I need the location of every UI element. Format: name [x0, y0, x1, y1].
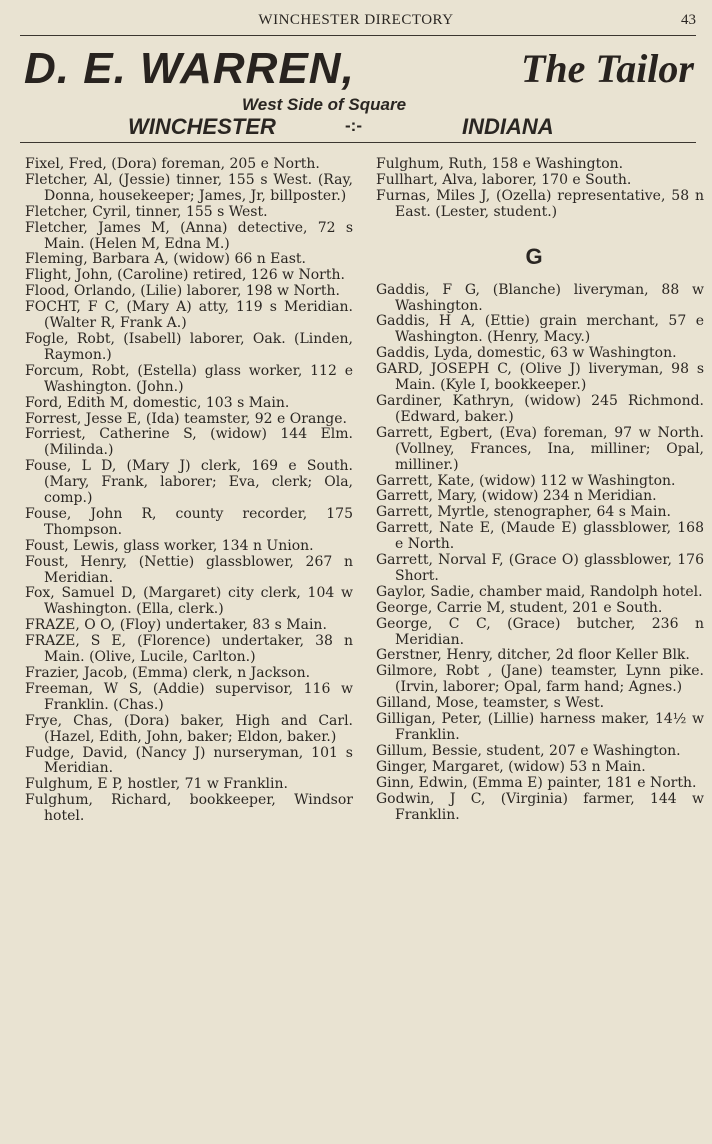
directory-entry: Gaylor, Sadie, chamber maid, Randolph hotel.	[376, 583, 703, 600]
banner-separator: -:-	[345, 116, 362, 135]
directory-entry: Ginn, Edwin, (Emma E) painter, 181 e North.	[376, 774, 697, 791]
directory-entry: Flood, Orlando, (Lilie) laborer, 198 w North.	[25, 283, 340, 300]
directory-entry: Forcum, Robt, (Estella) glass worker, 112 e Washington. (John.)	[25, 362, 353, 395]
directory-entry: FRAZE, S E, (Florence) undertaker, 38 n Main. (Olive, Lucile, Carlton.)	[25, 633, 353, 666]
directory-entry: Gillum, Bessie, student, 207 e Washington.	[376, 742, 681, 759]
directory-entry: Fletcher, James M, (Anna) detective, 72 s Main. (Helen M, Edna M.)	[25, 219, 353, 252]
banner-trade: The Tailor	[521, 46, 694, 91]
directory-entry: Garrett, Egbert, (Eva) foreman, 97 w North. (Vollney, Frances, Ina, milliner; Opal, milliner.)	[376, 424, 704, 473]
directory-entry: Forriest, Catherine S, (widow) 144 Elm. (Milinda.)	[25, 426, 353, 459]
banner-state: INDIANA	[462, 114, 554, 139]
directory-entry: Garrett, Myrtle, stenographer, 64 s Main.	[376, 504, 671, 521]
directory-entry: Gaddis, F G, (Blanche) liveryman, 88 w Washington.	[376, 281, 704, 314]
left-column	[13, 157, 353, 825]
directory-entry: Garrett, Kate, (widow) 112 w Washington.	[376, 472, 676, 489]
banner-rule	[20, 142, 696, 143]
directory-entry: Foust, Henry, (Nettie) glassblower, 267 n Meridian.	[25, 553, 353, 586]
section-letter-heading: G	[525, 243, 543, 269]
banner-location: West Side of Square	[242, 95, 407, 114]
running-title: WINCHESTER DIRECTORY	[258, 12, 454, 28]
top-rule	[20, 35, 696, 36]
directory-entry: Flight, John, (Caroline) retired, 126 w North.	[25, 267, 345, 284]
directory-entry: Frye, Chas, (Dora) baker, High and Carl. (Hazel, Edith, John, baker; Eldon, baker.)	[25, 712, 353, 745]
directory-entry: Gilmore, Robt , (Jane) teamster, Lynn pike. (Irvin, laborer; Opal, farm hand; Agnes.)	[376, 663, 704, 696]
directory-entry: Fixel, Fred, (Dora) foreman, 205 e North.	[25, 156, 320, 172]
directory-entry: FOCHT, F C, (Mary A) atty, 119 s Meridian. (Walter R, Frank A.)	[25, 299, 353, 332]
directory-entry: Ginger, Margaret, (widow) 53 n Main.	[376, 758, 646, 775]
directory-entry: Garrett, Norval F, (Grace O) glassblower, 176 Short.	[376, 552, 704, 584]
directory-entry: Fulghum, Richard, bookkeeper, Windsor hotel.	[25, 792, 353, 825]
directory-entry: Gaddis, Lyda, domestic, 63 w Washington.	[376, 345, 677, 362]
directory-entry: Gardiner, Kathryn, (widow) 245 Richmond. (Edward, baker.)	[376, 392, 704, 425]
directory-entry: Fouse, John R, county recorder, 175 Thompson.	[25, 505, 353, 538]
page-number: 43	[681, 12, 696, 28]
directory-entry: Fletcher, Cyril, tinner, 155 s West.	[25, 203, 268, 220]
directory-entry: Garrett, Nate E, (Maude E) glassblower, 168 e North.	[376, 520, 704, 553]
directory-entry: Fogle, Robt, (Isabell) laborer, Oak. (Linden, Raymon.)	[25, 330, 353, 363]
directory-entry: FRAZE, O O, (Floy) undertaker, 83 s Main.	[25, 617, 327, 634]
directory-entry: Fox, Samuel D, (Margaret) city clerk, 104 w Washington. (Ella, clerk.)	[25, 585, 353, 618]
directory-entry: Ford, Edith M, domestic, 103 s Main.	[25, 394, 290, 411]
directory-entry: Fudge, David, (Nancy J) nurseryman, 101 s Meridian.	[25, 744, 353, 777]
directory-entry: Furnas, Miles J, (Ozella) representative, 58 n East. (Lester, student.)	[376, 187, 704, 220]
directory-entry: Fletcher, Al, (Jessie) tinner, 155 s West. (Ray, Donna, housekeeper; James, Jr, billposter.)	[25, 171, 353, 204]
directory-entry: Fulghum, E P, hostler, 71 w Franklin.	[25, 776, 288, 793]
directory-entry: Foust, Lewis, glass worker, 134 n Union.	[25, 537, 314, 554]
directory-entry: Gilligan, Peter, (Lillie) harness maker, 14½ w Franklin.	[376, 711, 704, 743]
directory-entry: Gaddis, H A, (Ettie) grain merchant, 57 e Washington. (Henry, Macy.)	[376, 313, 704, 346]
directory-entry: George, C C, (Grace) butcher, 236 n Meridian.	[376, 615, 704, 648]
right-column	[364, 157, 704, 823]
directory-entry: Freeman, W S, (Addie) supervisor, 116 w Franklin. (Chas.)	[25, 680, 353, 713]
directory-entry: Godwin, J C, (Virginia) farmer, 144 w Franklin.	[376, 790, 704, 823]
directory-entry: Garrett, Mary, (widow) 234 n Meridian.	[376, 488, 657, 505]
directory-entry: Fullhart, Alva, laborer, 170 e South.	[376, 171, 632, 188]
directory-entry: Fouse, L D, (Mary J) clerk, 169 e South. (Mary, Frank, laborer; Eva, clerk; Ola, comp.)	[25, 458, 353, 507]
directory-entry: Fulghum, Ruth, 158 e Washington.	[376, 156, 624, 172]
banner-name: D. E. WARREN,	[24, 44, 355, 93]
directory-entry: Fleming, Barbara A, (widow) 66 n East.	[25, 251, 307, 268]
directory-entry: George, Carrie M, student, 201 e South.	[376, 599, 663, 616]
banner-city: WINCHESTER	[128, 114, 276, 139]
directory-entry: Gilland, Mose, teamster, s West.	[376, 695, 605, 712]
directory-entry: Forrest, Jesse E, (Ida) teamster, 92 e Orange.	[25, 410, 348, 427]
directory-entry: Gerstner, Henry, ditcher, 2d floor Keller Blk.	[376, 647, 690, 664]
directory-entry: Frazier, Jacob, (Emma) clerk, n Jackson.	[25, 665, 311, 681]
directory-entry: GARD, JOSEPH C, (Olive J) liveryman, 98 s Main. (Kyle I, bookkeeper.)	[376, 361, 704, 394]
